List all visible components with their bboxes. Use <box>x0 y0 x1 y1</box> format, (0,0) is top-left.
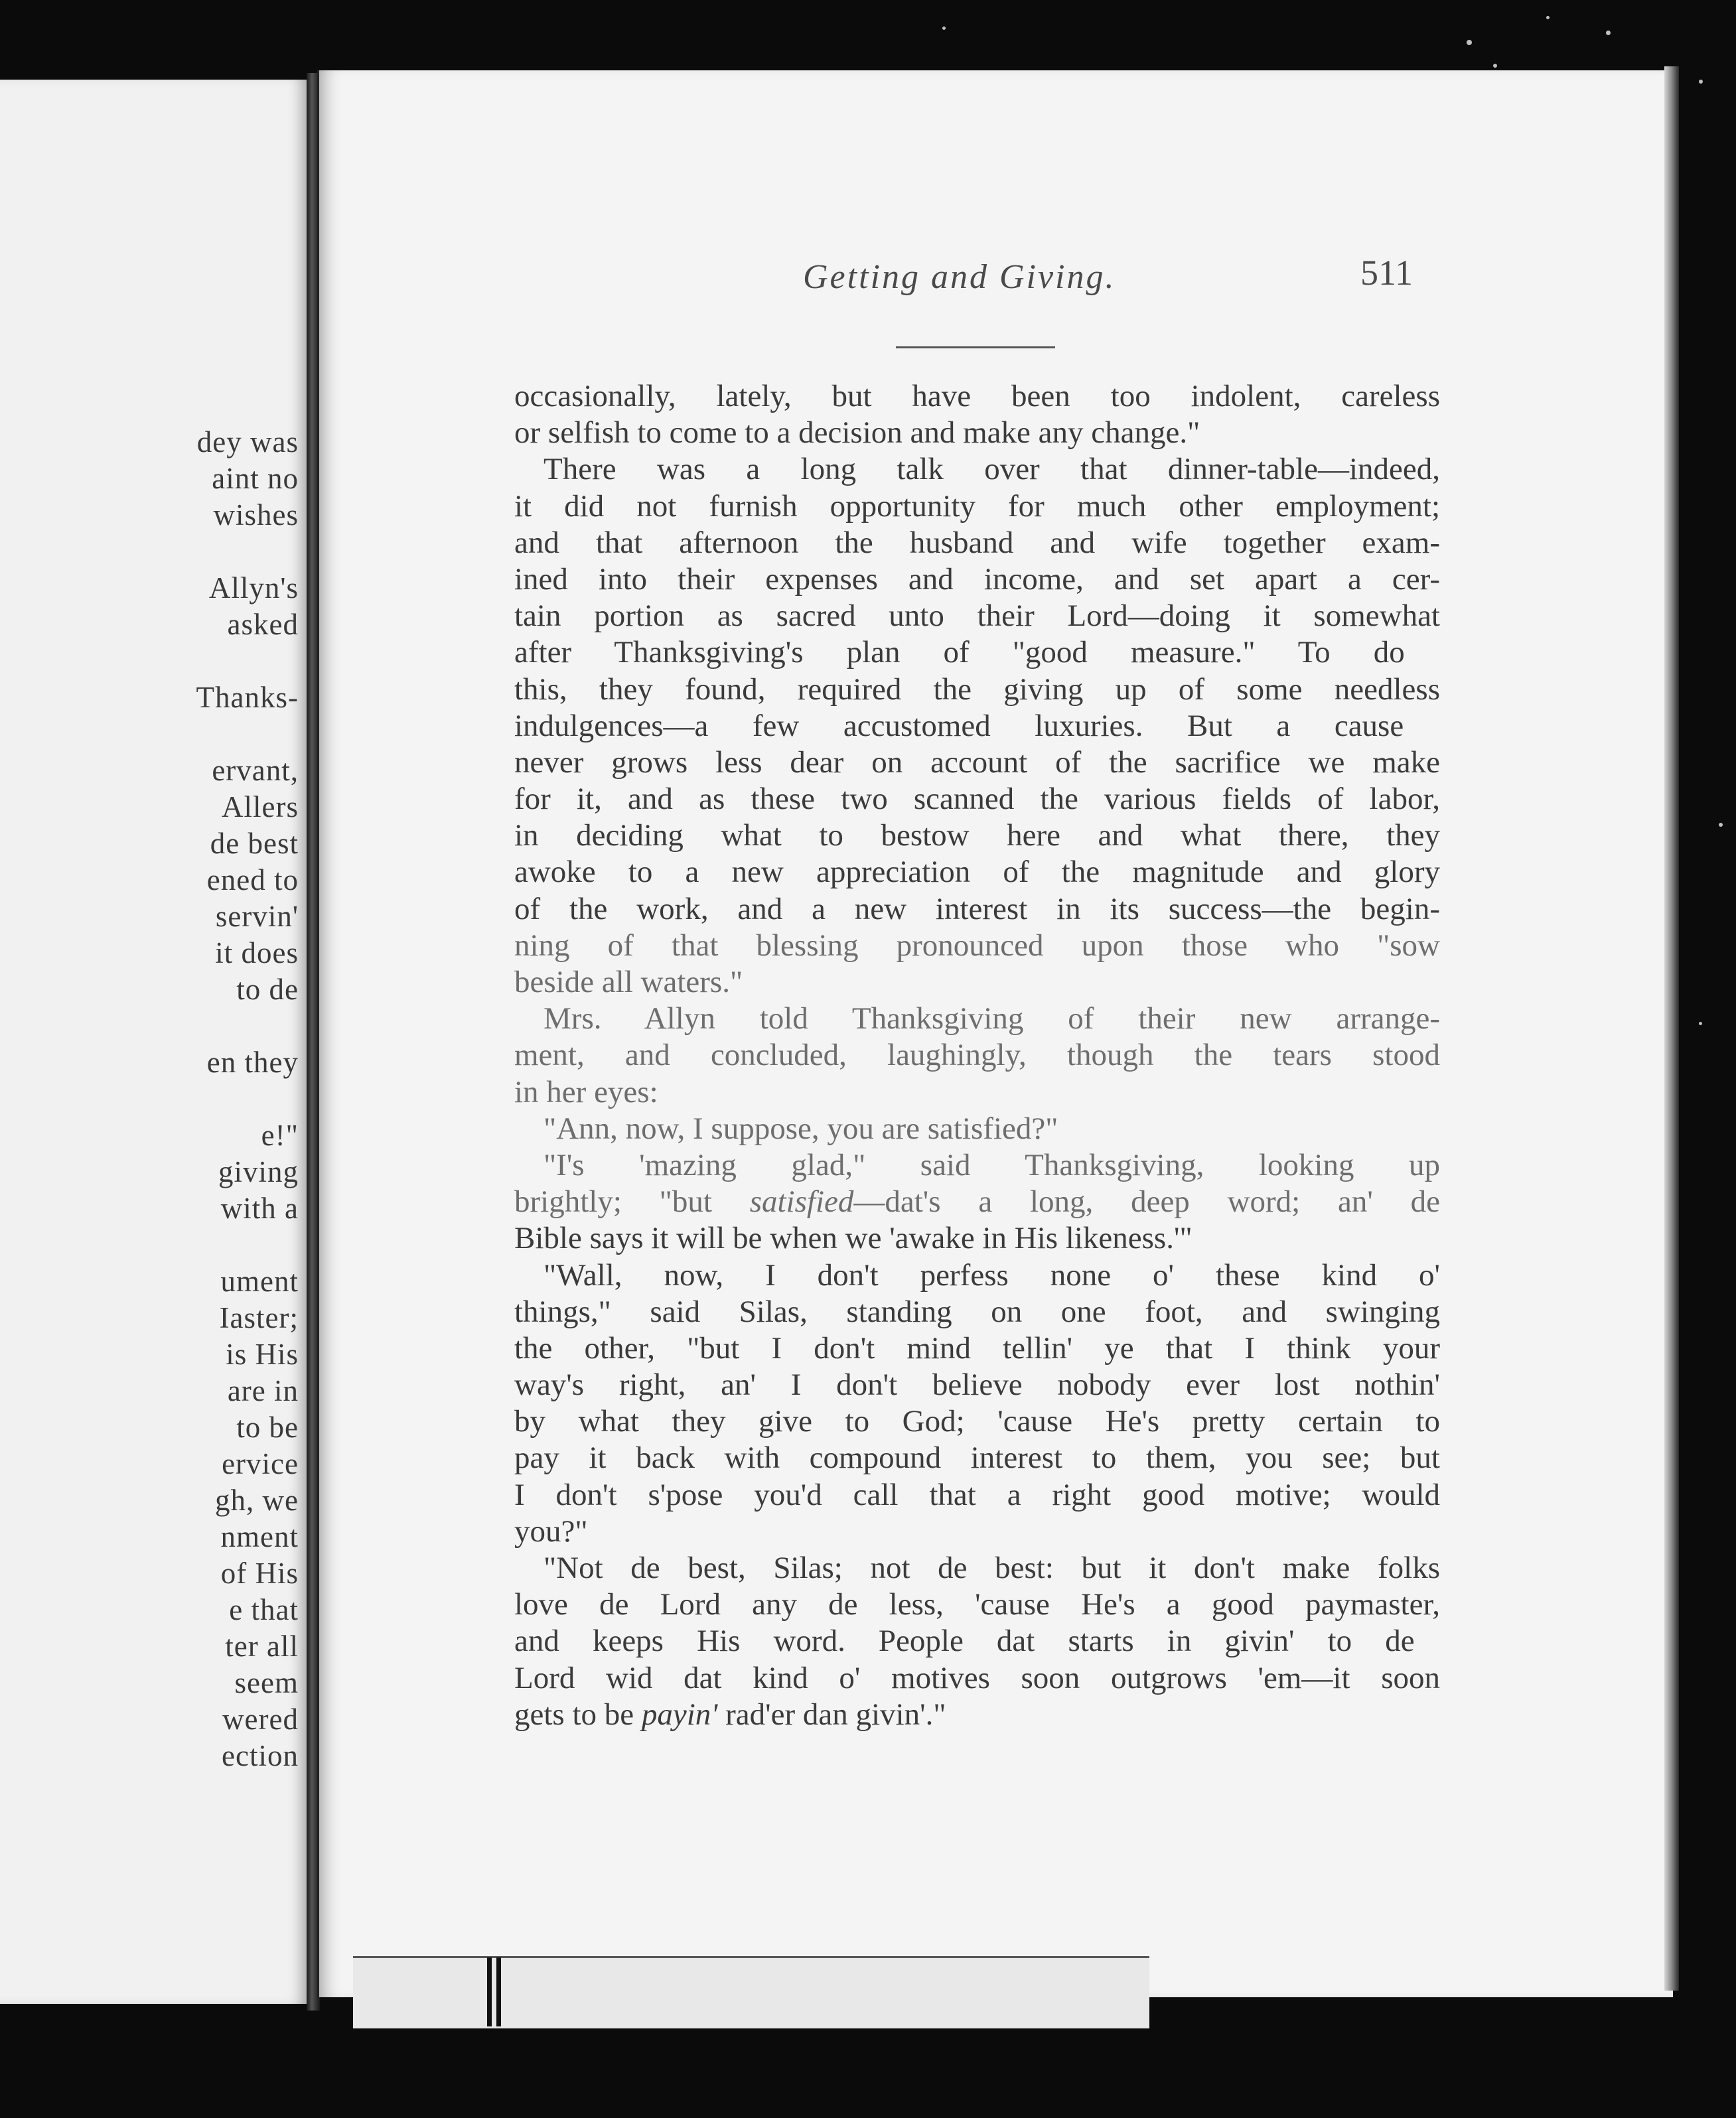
body-line <box>514 525 1440 561</box>
body-line-text: never grows less dear on account of the sacrifice we make <box>514 744 1440 780</box>
body-line-text: after Thanksgiving's plan of "good measure." To do <box>514 635 1405 670</box>
body-line <box>514 634 1440 671</box>
body-line <box>514 1147 1440 1184</box>
left-page-line: e!" <box>261 1119 299 1152</box>
body-line-text: in deciding what to bestow here and what there, they <box>514 818 1440 853</box>
emphasized-word: satisfied <box>749 1184 854 1220</box>
body-line-text: of the work, and a new interest in its success—the begin- <box>514 891 1440 926</box>
body-line-text: Mrs. Allyn told Thanksgiving of their new arrange- <box>543 1001 1440 1036</box>
body-line <box>514 1001 1440 1037</box>
body-line <box>514 1220 1440 1257</box>
body-line-text: and that afternoon the husband and wife together exam- <box>514 525 1440 560</box>
body-line <box>514 671 1440 708</box>
body-line-text: "I's 'mazing glad," said Thanksgiving, looking up <box>543 1147 1440 1182</box>
body-line <box>514 1550 1440 1587</box>
dust-speck <box>1699 1022 1702 1025</box>
left-page-line: nment <box>220 1520 299 1553</box>
left-page-line: ervice <box>222 1447 299 1480</box>
body-line-text: beside all waters." <box>514 965 743 999</box>
body-line <box>514 817 1440 854</box>
body-line <box>514 1587 1440 1623</box>
left-page-line: is His <box>226 1338 299 1371</box>
left-page-line: wishes <box>213 498 299 531</box>
left-page-line: of His <box>220 1557 299 1590</box>
left-page-line: en they <box>206 1046 299 1079</box>
left-page-line: dey was <box>196 425 299 459</box>
left-page-line: giving <box>218 1155 299 1188</box>
left-page-text <box>0 80 307 2004</box>
body-line <box>514 1623 1440 1659</box>
body-line <box>514 1440 1440 1476</box>
left-page-line: Iaster; <box>219 1301 299 1334</box>
body-line-text: awoke to a new appreciation of the magnitude and glory <box>514 855 1440 890</box>
header-rule <box>896 346 1055 348</box>
left-page-line: ervant, <box>212 754 299 787</box>
body-line <box>514 1660 1440 1697</box>
body-line-text: and keeps His word. People dat starts in givin' to de <box>514 1624 1415 1659</box>
left-page-line: it does <box>215 936 299 969</box>
page-number: 511 <box>1360 253 1413 293</box>
left-page-line: to be <box>236 1411 299 1444</box>
left-page-line: seem <box>234 1666 299 1699</box>
left-page-line: asked <box>227 608 299 641</box>
body-line <box>514 451 1440 488</box>
left-page-line: aint no <box>212 462 299 495</box>
body-line-text: Bible says it will be when we 'awake in His likeness.'" <box>514 1221 1193 1256</box>
body-line-text: pay it back with compound interest to them, you see; but <box>514 1441 1440 1476</box>
body-line-text: it did not furnish opportunity for much other employment; <box>514 488 1440 524</box>
left-page-line: servin' <box>215 900 299 933</box>
binding-bar <box>496 1957 501 2026</box>
body-line <box>514 1403 1440 1440</box>
body-line <box>514 1514 1440 1550</box>
body-line-text: things," said Silas, standing on one foot, and swinging <box>514 1294 1440 1329</box>
body-line <box>514 1294 1440 1330</box>
dust-speck <box>1467 40 1472 45</box>
bottom-strip <box>353 1956 1149 2028</box>
emphasized-word: payin' <box>641 1697 718 1732</box>
left-page-line: Allyn's <box>208 571 299 604</box>
body-line-text: "Not de best, Silas; not de best: but it don't make folks <box>543 1551 1440 1585</box>
body-line-text: "Wall, now, I don't perfess none o' these kind o' <box>543 1257 1440 1293</box>
body-line <box>514 744 1440 781</box>
body-line-text: the other, "but I don't mind tellin' ye that I think your <box>514 1330 1440 1366</box>
body-line <box>514 964 1440 1001</box>
body-line <box>514 1184 1440 1220</box>
left-page-line: ection <box>222 1739 299 1772</box>
left-page-line: gh, we <box>215 1484 299 1517</box>
body-line <box>514 1697 1440 1733</box>
page-edge-shadow <box>1664 66 1679 1991</box>
body-line-text: There was a long talk over that dinner-table—indeed, <box>543 452 1440 487</box>
dust-speck <box>942 27 946 30</box>
body-line <box>514 1257 1440 1294</box>
binding-bar <box>487 1957 492 2026</box>
body-line-text: indulgences—a few accustomed luxuries. But a cause <box>514 708 1404 743</box>
body-line <box>514 708 1440 744</box>
body-line <box>514 1330 1440 1367</box>
body-line <box>514 598 1440 634</box>
body-line-text: gets to be payin' rad'er dan givin'." <box>514 1697 946 1732</box>
body-line <box>514 1111 1440 1147</box>
dust-speck <box>1606 31 1611 35</box>
body-line <box>514 891 1440 928</box>
body-line <box>514 781 1440 817</box>
body-line-text: you?" <box>514 1514 588 1549</box>
body-line <box>514 1037 1440 1074</box>
dust-speck <box>1546 16 1550 19</box>
body-line-text: love de Lord any de less, 'cause He's a good paymaster, <box>514 1587 1440 1622</box>
body-line-text: or selfish to come to a decision and make any change." <box>514 415 1200 451</box>
body-line <box>514 1477 1440 1514</box>
body-line-text: I don't s'pose you'd call that a right good motive; would <box>514 1477 1440 1512</box>
left-facing-page <box>0 80 309 2004</box>
body-line <box>514 415 1440 451</box>
left-page-line: ter all <box>225 1630 299 1663</box>
dust-speck <box>1699 80 1703 84</box>
left-page-line: to de <box>236 973 299 1006</box>
left-page-line: wered <box>222 1703 299 1736</box>
body-line-text: Lord wid dat kind o' motives soon outgrows 'em—it soon <box>514 1660 1440 1695</box>
left-page-line: ument <box>220 1265 299 1298</box>
body-line-text: tain portion as sacred unto their Lord—doing it somewhat <box>514 599 1440 634</box>
body-line <box>514 854 1440 890</box>
body-line-text: in her eyes: <box>514 1074 658 1109</box>
body-line-text: for it, and as these two scanned the various fields of labor, <box>514 782 1440 817</box>
body-line <box>514 928 1440 964</box>
left-page-line: ened to <box>206 863 299 896</box>
running-head: Getting and Giving. <box>803 258 1116 296</box>
left-page-line: Thanks- <box>196 681 299 714</box>
body-line-text: ment, and concluded, laughingly, though the tears stood <box>514 1038 1440 1073</box>
body-line-text: occasionally, lately, but have been too indolent, careless <box>514 379 1440 413</box>
dust-speck <box>1493 64 1497 68</box>
body-line-text: "Ann, now, I suppose, you are satisfied?" <box>543 1111 1058 1146</box>
body-line-text: ined into their expenses and income, and set apart a cer- <box>514 561 1440 597</box>
body-line-text: way's right, an' I don't believe nobody ever lost nothin' <box>514 1368 1440 1403</box>
body-line-text: brightly; "but satisfied—dat's a long, deep word; an' de <box>514 1184 1440 1220</box>
left-page-line: e that <box>229 1593 299 1626</box>
body-line <box>514 561 1440 598</box>
dust-speck <box>1719 823 1723 827</box>
body-line <box>514 1367 1440 1403</box>
body-line-text: this, they found, required the giving up of some needless <box>514 671 1440 707</box>
page-body-text <box>514 378 1440 1733</box>
left-page-line: de best <box>210 827 299 860</box>
body-line <box>514 1074 1440 1111</box>
body-line <box>514 488 1440 525</box>
left-page-line: are in <box>227 1374 299 1407</box>
body-line-text: by what they give to God; 'cause He's pretty certain to <box>514 1404 1440 1439</box>
body-line-text: ning of that blessing pronounced upon those who "sow <box>514 928 1440 963</box>
left-page-line: Allers <box>222 790 299 823</box>
left-page-line: with a <box>220 1192 299 1225</box>
body-line <box>514 378 1440 415</box>
